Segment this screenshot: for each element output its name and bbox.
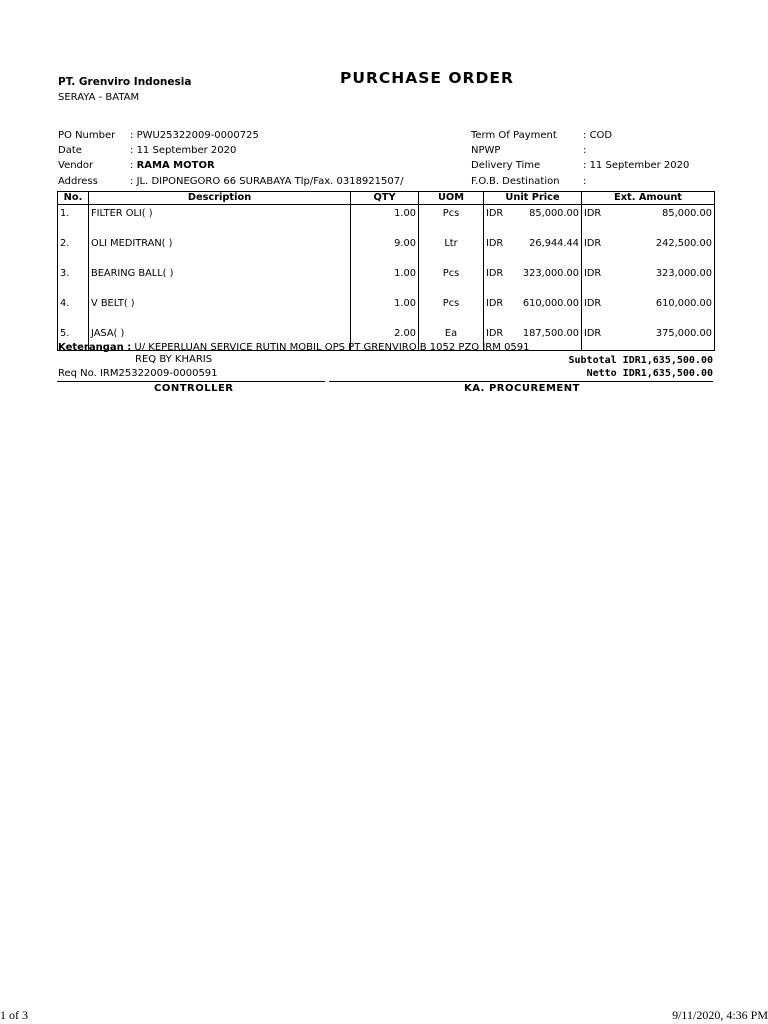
row-ext-amount <box>582 295 715 325</box>
notes-text: U/ KEPERLUAN SERVICE RUTIN MOBIL OPS PT GRENVIRO B 1052 PZQ IRM 0591 <box>134 342 530 353</box>
row-description: FILTER OLI( ) <box>89 205 351 236</box>
price-amount: 85,000.00 <box>529 208 579 219</box>
col-header-no: No. <box>58 192 89 205</box>
row-qty: 1.00 <box>351 295 419 325</box>
price-currency: IDR <box>486 328 504 339</box>
table-header-row <box>58 192 715 205</box>
price-currency: IDR <box>486 238 504 249</box>
npwp-value: : <box>583 145 587 156</box>
price-currency: IDR <box>486 268 504 279</box>
table-row <box>58 205 715 236</box>
row-qty: 2.00 <box>351 325 419 351</box>
col-header-description: Description <box>89 192 351 205</box>
signature-line-left <box>57 381 325 382</box>
notes-label: Keterangan : <box>58 342 132 353</box>
price-currency: IDR <box>486 298 504 309</box>
notes-line1 <box>58 342 530 353</box>
row-description: BEARING BALL( ) <box>89 265 351 295</box>
date-label: Date <box>58 145 82 156</box>
fob-label: F.O.B. Destination <box>471 176 560 187</box>
row-no: 4. <box>58 295 89 325</box>
row-no: 5. <box>58 325 89 351</box>
price-amount: 187,500.00 <box>522 328 579 339</box>
row-ext-amount <box>582 265 715 295</box>
row-no: 1. <box>58 205 89 236</box>
delivery-value: : 11 September 2020 <box>583 160 690 171</box>
row-unit-price <box>484 205 582 236</box>
table-row <box>58 265 715 295</box>
npwp-label: NPWP <box>471 145 501 156</box>
term-value: : COD <box>583 130 613 141</box>
vendor-value: : RAMA MOTOR <box>130 160 215 171</box>
amount-value: 85,000.00 <box>662 208 712 219</box>
notes-line2: REQ BY KHARIS <box>135 354 213 365</box>
address-label: Address <box>58 176 98 187</box>
amount-currency: IDR <box>584 238 602 249</box>
company-city: SERAYA - BATAM <box>58 92 140 103</box>
col-header-uom: UOM <box>419 192 484 205</box>
company-name: PT. Grenviro Indonesia <box>58 76 192 88</box>
price-currency: IDR <box>486 208 504 219</box>
row-uom: Ltr <box>419 235 484 265</box>
items-table <box>57 191 715 351</box>
print-timestamp: 9/11/2020, 4:36 PM <box>672 1008 768 1022</box>
amount-currency: IDR <box>584 208 602 219</box>
amount-value: 375,000.00 <box>655 328 712 339</box>
col-header-ext-amount: Ext. Amount <box>582 192 715 205</box>
date-value: : 11 September 2020 <box>130 145 237 156</box>
row-unit-price <box>484 295 582 325</box>
netto-total: Netto IDR1,635,500.00 <box>586 368 713 379</box>
row-qty: 1.00 <box>351 265 419 295</box>
row-qty: 1.00 <box>351 205 419 236</box>
row-uom: Pcs <box>419 265 484 295</box>
po-number-value: : PWU25322009-0000725 <box>130 130 259 141</box>
amount-value: 242,500.00 <box>655 238 712 249</box>
row-description: OLI MEDITRAN( ) <box>89 235 351 265</box>
page-number: 1 of 3 <box>0 1008 28 1022</box>
delivery-label: Delivery Time <box>471 160 541 171</box>
table-row <box>58 235 715 265</box>
po-number-label: PO Number <box>58 130 116 141</box>
row-uom: Ea <box>419 325 484 351</box>
address-value: : JL. DIPONEGORO 66 SURABAYA Tlp/Fax. 0318921507/ <box>130 176 404 187</box>
amount-currency: IDR <box>584 298 602 309</box>
fob-value: : <box>583 176 587 187</box>
subtotal: Subtotal IDR1,635,500.00 <box>568 355 713 366</box>
row-uom: Pcs <box>419 295 484 325</box>
amount-currency: IDR <box>584 268 602 279</box>
col-header-qty: QTY <box>351 192 419 205</box>
row-ext-amount <box>582 205 715 236</box>
vendor-label: Vendor <box>58 160 94 171</box>
amount-value: 323,000.00 <box>655 268 712 279</box>
req-number: Req No. IRM25322009-0000591 <box>58 368 218 379</box>
col-header-unit-price: Unit Price <box>484 192 582 205</box>
document-title: PURCHASE ORDER <box>340 69 514 87</box>
row-ext-amount <box>582 325 715 351</box>
row-no: 3. <box>58 265 89 295</box>
row-no: 2. <box>58 235 89 265</box>
price-amount: 323,000.00 <box>522 268 579 279</box>
signature-line-right <box>329 381 713 382</box>
table-row <box>58 295 715 325</box>
signature-controller: CONTROLLER <box>154 383 234 394</box>
row-unit-price <box>484 235 582 265</box>
row-description: JASA( ) <box>89 325 351 351</box>
price-amount: 26,944.44 <box>529 238 579 249</box>
amount-value: 610,000.00 <box>655 298 712 309</box>
signature-procurement: KA. PROCUREMENT <box>464 383 580 394</box>
term-label: Term Of Payment <box>471 130 557 141</box>
amount-currency: IDR <box>584 328 602 339</box>
row-description: V BELT( ) <box>89 295 351 325</box>
price-amount: 610,000.00 <box>522 298 579 309</box>
row-ext-amount <box>582 235 715 265</box>
row-qty: 9.00 <box>351 235 419 265</box>
row-unit-price <box>484 265 582 295</box>
row-uom: Pcs <box>419 205 484 236</box>
